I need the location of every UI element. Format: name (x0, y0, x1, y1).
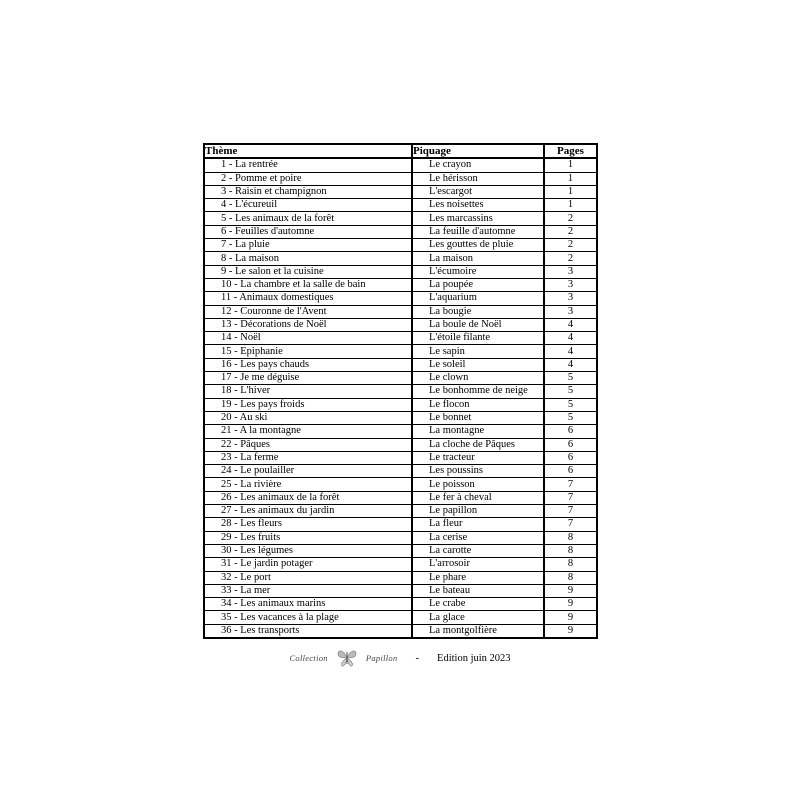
theme-cell: 33 - La mer (204, 584, 412, 597)
theme-cell: 18 - L'hiver (204, 385, 412, 398)
table-row (204, 358, 597, 371)
pages-cell: 4 (544, 358, 597, 371)
table-header-row (204, 144, 597, 158)
piquage-cell: Le hérisson (412, 172, 544, 185)
piquage-cell: L'escargot (412, 185, 544, 198)
pages-cell: 5 (544, 411, 597, 424)
table-row (204, 332, 597, 345)
table-row (204, 305, 597, 318)
table-row (204, 158, 597, 172)
theme-cell: 34 - Les animaux marins (204, 598, 412, 611)
table-row (204, 598, 597, 611)
themes-table (203, 143, 598, 639)
pages-cell: 5 (544, 385, 597, 398)
piquage-cell: Le tracteur (412, 451, 544, 464)
brand-left: Collection (289, 653, 328, 663)
theme-cell: 7 - La pluie (204, 239, 412, 252)
theme-cell: 11 - Animaux domestiques (204, 292, 412, 305)
theme-cell: 8 - La maison (204, 252, 412, 265)
theme-cell: 25 - La rivière (204, 478, 412, 491)
piquage-cell: La cloche de Pâques (412, 438, 544, 451)
piquage-cell: Les marcassins (412, 212, 544, 225)
pages-cell: 9 (544, 611, 597, 624)
pages-cell: 4 (544, 345, 597, 358)
pages-cell: 8 (544, 544, 597, 557)
pages-cell: 8 (544, 558, 597, 571)
theme-cell: 10 - La chambre et la salle de bain (204, 278, 412, 291)
pages-cell: 4 (544, 332, 597, 345)
pages-cell: 9 (544, 624, 597, 638)
theme-cell: 21 - A la montagne (204, 425, 412, 438)
table-row (204, 558, 597, 571)
table-row (204, 611, 597, 624)
theme-cell: 4 - L'écureuil (204, 199, 412, 212)
pages-cell: 7 (544, 505, 597, 518)
table-row (204, 491, 597, 504)
table-row (204, 425, 597, 438)
pages-cell: 3 (544, 265, 597, 278)
pages-cell: 6 (544, 451, 597, 464)
piquage-cell: Les poussins (412, 465, 544, 478)
table-row (204, 571, 597, 584)
table-row (204, 398, 597, 411)
theme-cell: 6 - Feuilles d'automne (204, 225, 412, 238)
theme-cell: 32 - Le port (204, 571, 412, 584)
pages-cell: 5 (544, 372, 597, 385)
piquage-cell: La feuille d'automne (412, 225, 544, 238)
piquage-cell: Le crabe (412, 598, 544, 611)
pages-cell: 2 (544, 225, 597, 238)
pages-cell: 2 (544, 252, 597, 265)
table-row (204, 518, 597, 531)
table-row (204, 345, 597, 358)
header-pages: Pages (544, 144, 597, 158)
theme-cell: 24 - Le poulailler (204, 465, 412, 478)
table-row (204, 278, 597, 291)
pages-cell: 3 (544, 305, 597, 318)
theme-cell: 26 - Les animaux de la forêt (204, 491, 412, 504)
piquage-cell: L'écumoire (412, 265, 544, 278)
pages-cell: 4 (544, 318, 597, 331)
table-row (204, 199, 597, 212)
pages-cell: 2 (544, 239, 597, 252)
piquage-cell: Le poisson (412, 478, 544, 491)
theme-cell: 2 - Pomme et poire (204, 172, 412, 185)
table-row (204, 584, 597, 597)
theme-cell: 29 - Les fruits (204, 531, 412, 544)
table-row (204, 172, 597, 185)
header-theme: Thème (204, 144, 412, 158)
pages-cell: 1 (544, 158, 597, 172)
table-row (204, 451, 597, 464)
pages-cell: 1 (544, 185, 597, 198)
table-row (204, 239, 597, 252)
piquage-cell: Le fer à cheval (412, 491, 544, 504)
piquage-cell: Les noisettes (412, 199, 544, 212)
theme-cell: 23 - La ferme (204, 451, 412, 464)
piquage-cell: Le soleil (412, 358, 544, 371)
table-row (204, 372, 597, 385)
pages-cell: 3 (544, 278, 597, 291)
table-row (204, 438, 597, 451)
table-row (204, 465, 597, 478)
theme-cell: 3 - Raisin et champignon (204, 185, 412, 198)
piquage-cell: Le bateau (412, 584, 544, 597)
theme-cell: 15 - Epiphanie (204, 345, 412, 358)
brand-right: Papillon (365, 653, 398, 663)
piquage-cell: La montgolfière (412, 624, 544, 638)
piquage-cell: La fleur (412, 518, 544, 531)
theme-cell: 14 - Noël (204, 332, 412, 345)
theme-cell: 28 - Les fleurs (204, 518, 412, 531)
theme-cell: 9 - Le salon et la cuisine (204, 265, 412, 278)
theme-cell: 19 - Les pays froids (204, 398, 412, 411)
piquage-cell: La montagne (412, 425, 544, 438)
footer-separator: - (415, 652, 420, 664)
table-row (204, 225, 597, 238)
table-row (204, 544, 597, 557)
piquage-cell: L'aquarium (412, 292, 544, 305)
theme-cell: 1 - La rentrée (204, 158, 412, 172)
pages-cell: 1 (544, 199, 597, 212)
pages-cell: 8 (544, 571, 597, 584)
pages-cell: 7 (544, 518, 597, 531)
table-row (204, 531, 597, 544)
table-row (204, 624, 597, 638)
table-row (204, 252, 597, 265)
theme-cell: 20 - Au ski (204, 411, 412, 424)
piquage-cell: La carotte (412, 544, 544, 557)
theme-cell: 22 - Pâques (204, 438, 412, 451)
theme-cell: 17 - Je me déguise (204, 372, 412, 385)
pages-cell: 8 (544, 531, 597, 544)
piquage-cell: Le clown (412, 372, 544, 385)
theme-cell: 30 - Les légumes (204, 544, 412, 557)
footer (0, 648, 800, 668)
table-row (204, 265, 597, 278)
pages-cell: 1 (544, 172, 597, 185)
piquage-cell: Le bonnet (412, 411, 544, 424)
edition-text: Edition juin 2023 (437, 652, 511, 664)
piquage-cell: La poupée (412, 278, 544, 291)
pages-cell: 7 (544, 478, 597, 491)
theme-cell: 5 - Les animaux de la forêt (204, 212, 412, 225)
pages-cell: 6 (544, 438, 597, 451)
pages-cell: 2 (544, 212, 597, 225)
piquage-cell: La maison (412, 252, 544, 265)
piquage-cell: Le flocon (412, 398, 544, 411)
table-row (204, 505, 597, 518)
piquage-cell: La glace (412, 611, 544, 624)
table-body (204, 158, 597, 638)
pages-cell: 9 (544, 598, 597, 611)
table-row (204, 385, 597, 398)
pages-cell: 6 (544, 465, 597, 478)
pages-cell: 5 (544, 398, 597, 411)
table-row (204, 318, 597, 331)
theme-cell: 35 - Les vacances à la plage (204, 611, 412, 624)
pages-cell: 3 (544, 292, 597, 305)
piquage-cell: L'étoile filante (412, 332, 544, 345)
table-row (204, 411, 597, 424)
theme-cell: 31 - Le jardin potager (204, 558, 412, 571)
piquage-cell: Le bonhomme de neige (412, 385, 544, 398)
piquage-cell: Le sapin (412, 345, 544, 358)
piquage-cell: Le crayon (412, 158, 544, 172)
table-row (204, 185, 597, 198)
theme-cell: 12 - Couronne de l'Avent (204, 305, 412, 318)
header-piquage: Piquage (412, 144, 544, 158)
pages-cell: 9 (544, 584, 597, 597)
piquage-cell: La cerise (412, 531, 544, 544)
theme-cell: 36 - Les transports (204, 624, 412, 638)
pages-cell: 7 (544, 491, 597, 504)
table-row (204, 478, 597, 491)
table-row (204, 292, 597, 305)
theme-cell: 27 - Les animaux du jardin (204, 505, 412, 518)
butterfly-icon (336, 648, 358, 668)
piquage-cell: La boule de Noël (412, 318, 544, 331)
piquage-cell: La bougie (412, 305, 544, 318)
theme-cell: 13 - Décorations de Noël (204, 318, 412, 331)
piquage-cell: Le papillon (412, 505, 544, 518)
table-row (204, 212, 597, 225)
piquage-cell: Les gouttes de pluie (412, 239, 544, 252)
piquage-cell: L'arrosoir (412, 558, 544, 571)
theme-cell: 16 - Les pays chauds (204, 358, 412, 371)
pages-cell: 6 (544, 425, 597, 438)
piquage-cell: Le phare (412, 571, 544, 584)
